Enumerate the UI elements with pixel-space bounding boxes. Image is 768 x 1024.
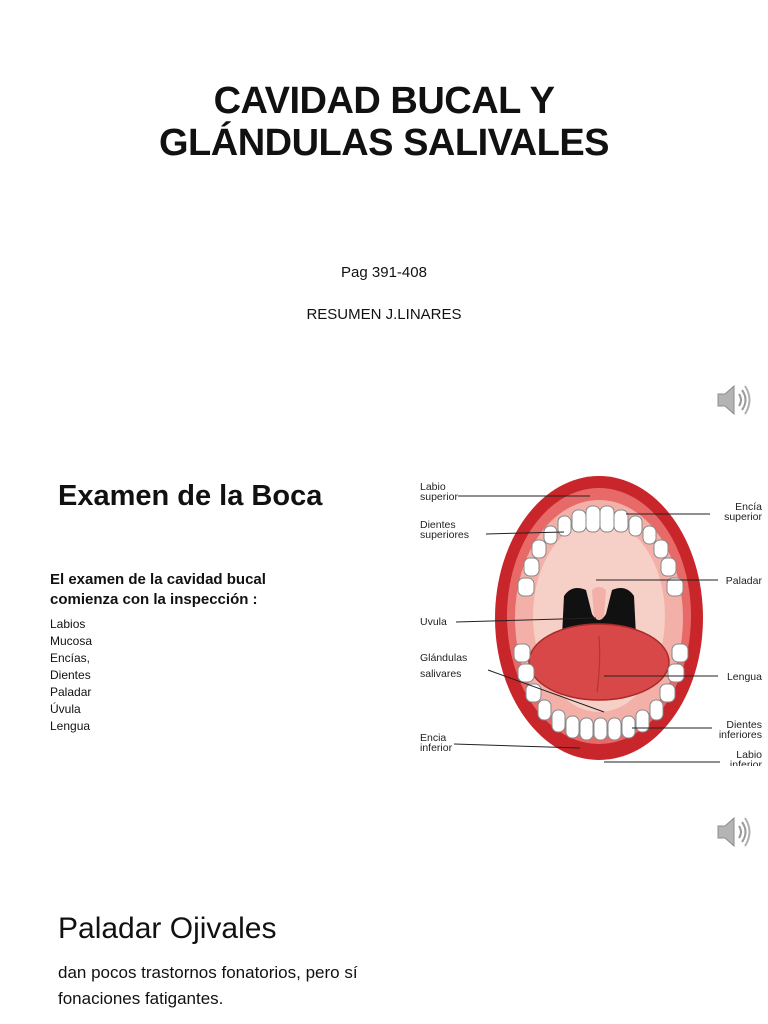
label-labio-inferior: Labio inferior [729,749,762,766]
list-item: Úvula [50,702,81,716]
exam-heading: Examen de la Boca [58,480,323,512]
title-slide [0,0,768,450]
title-line-2: GLÁNDULAS SALIVALES [158,122,610,164]
list-item: Lengua [50,719,91,733]
label-labio-superior: Labio superior [420,481,458,503]
label-encia-superior: Encía superior [724,501,762,523]
list-item: Mucosa [50,634,93,648]
uvula-shape [592,587,606,620]
palate-body [58,960,458,1012]
label-uvula: Uvula [420,616,447,628]
mouth-diagram [414,466,768,766]
page-reference: Pag 391-408 [341,264,427,281]
label-encia-inferior: Encia inferior [420,732,453,754]
label-glandulas-salivares: Glándulas salivares [420,652,468,680]
label-lengua: Lengua [726,671,762,683]
inspection-list [50,616,92,735]
list-item: Labios [50,617,86,631]
slide-title [0,80,768,164]
exam-slide [0,452,768,892]
list-item: Encías, [50,651,91,665]
palate-heading: Paladar Ojivales [58,912,277,945]
list-item: Paladar [50,685,92,699]
speaker-icon[interactable] [714,812,754,852]
author-line: RESUMEN J.LINARES [306,306,462,323]
title-line-1: CAVIDAD BUCAL Y [213,80,555,122]
label-paladar: Paladar [725,575,762,587]
exam-intro-line-2: comienza con la inspección : [50,591,258,608]
mouth-svg [414,466,768,766]
palate-body-line-2: fonaciones fatigantes. [58,989,224,1008]
exam-intro [50,570,350,610]
speaker-icon[interactable] [714,380,754,420]
label-dientes-inferiores: Dientes inferiores [718,719,762,741]
palate-slide [0,894,768,1024]
palate-body-line-1: dan pocos trastornos fonatorios, pero sí [58,963,358,982]
exam-intro-line-1: El examen de la cavidad bucal [50,571,266,588]
list-item: Dientes [50,668,91,682]
label-dientes-superiores: Dientes superiores [420,519,470,541]
